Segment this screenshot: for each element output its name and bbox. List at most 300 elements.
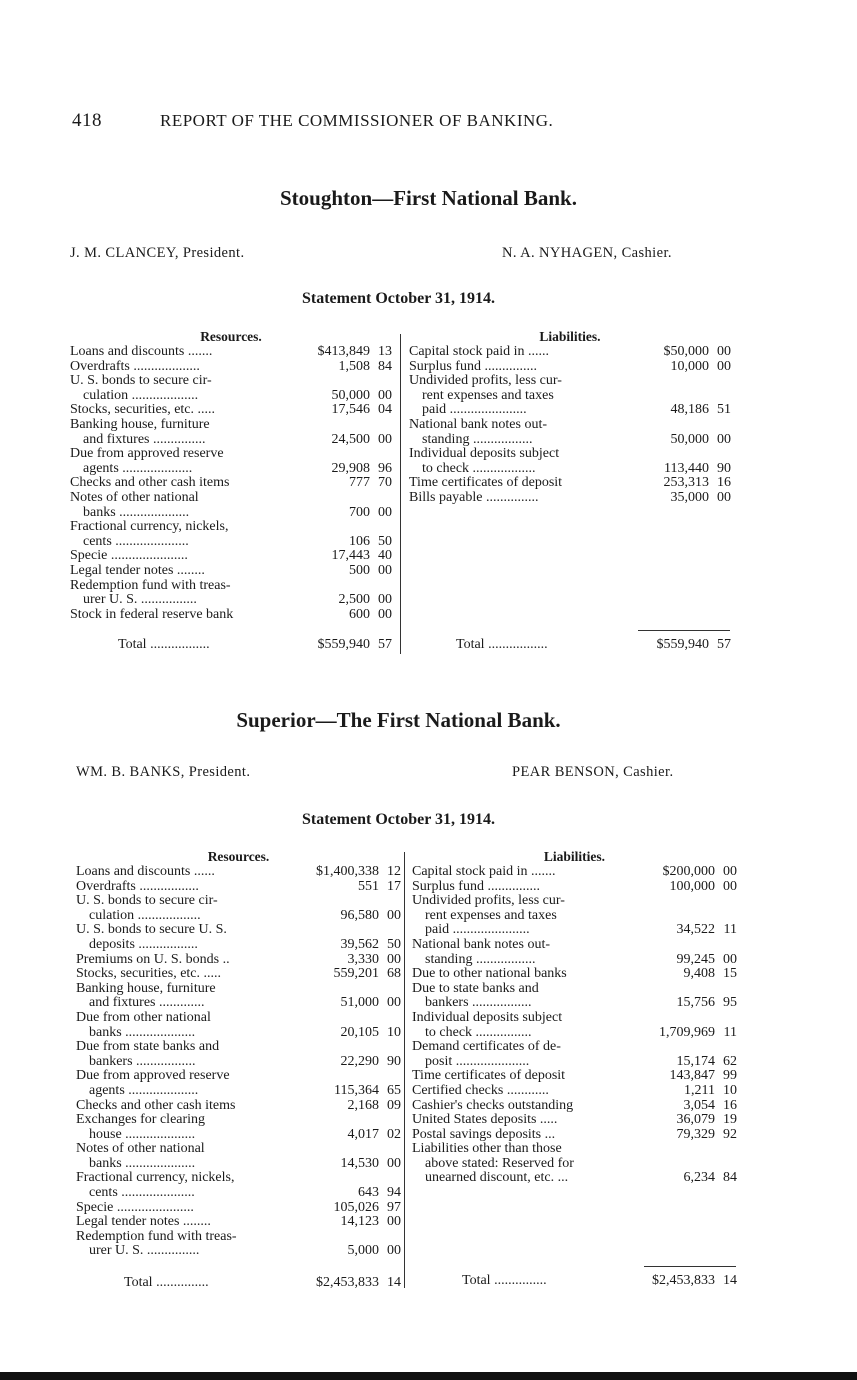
entry-amount: [300, 608, 392, 623]
resources-heading: Resources.: [207, 849, 270, 864]
liability-entry: [412, 967, 737, 982]
amount-dollars: 51,000: [340, 995, 379, 1011]
entry-label-line: U. S. bonds to secure U. S.: [76, 923, 227, 938]
liability-entry: [412, 1128, 737, 1143]
amount-cents: 00: [378, 387, 392, 403]
total-rule: [638, 630, 730, 631]
amount-dollars: 3,330: [347, 951, 379, 967]
liabilities-list: [409, 345, 731, 506]
amount-dollars: $413,849: [317, 344, 370, 359]
entry-label-line: Loans and discounts ......: [76, 865, 215, 879]
entry-amount: [639, 403, 731, 418]
resource-entry: [76, 1171, 401, 1200]
resources-column: [76, 848, 401, 1259]
entry-label-line: Legal tender notes ........: [76, 1215, 211, 1230]
amount-dollars: 559,201: [333, 966, 379, 982]
amount-cents: 17: [387, 878, 401, 894]
amount-cents: 09: [387, 1097, 401, 1113]
entry-amount: [300, 389, 392, 404]
entry-label-line: agents ....................: [83, 461, 193, 476]
resource-entry: [76, 1113, 401, 1142]
amount-dollars: 14,123: [340, 1214, 379, 1230]
entry-amount: [309, 1201, 401, 1216]
resource-entry: [76, 894, 401, 923]
entry-label-line: Fractional currency, nickels,: [70, 520, 229, 535]
amount-cents: 95: [723, 995, 737, 1011]
resource-entry: [76, 1230, 401, 1259]
resources-list: [76, 865, 401, 1259]
entry-amount: [300, 476, 392, 491]
entry-label-line: Banking house, furniture: [76, 981, 216, 996]
resource-entry: [76, 967, 401, 982]
entry-label-line: Due from approved reserve: [76, 1069, 230, 1084]
amount-dollars: 4,017: [347, 1126, 379, 1142]
amount-cents: 00: [387, 995, 401, 1011]
entry-label-line: Surplus fund ...............: [409, 359, 537, 374]
amount-cents: 00: [723, 878, 737, 894]
entry-label-line: unearned discount, etc. ...: [425, 1171, 569, 1186]
entry-label-line: National bank notes out-: [409, 417, 548, 432]
amount-cents: 19: [723, 1112, 737, 1128]
liability-entry: [412, 1142, 737, 1186]
statement-date: Statement October 31, 1914.: [302, 811, 495, 828]
amount-dollars: 17,546: [331, 402, 370, 418]
liability-entry: [412, 982, 737, 1011]
entry-label-line: Time certificates of deposit: [412, 1069, 566, 1084]
entry-label-line: Legal tender notes ........: [70, 563, 205, 578]
entry-label-line: deposits .................: [89, 937, 198, 952]
entry-label-line: bankers .................: [89, 1054, 196, 1069]
entry-label-line: National bank notes out-: [412, 937, 551, 952]
amount-cents: 00: [387, 1243, 401, 1259]
amount-dollars: 22,290: [340, 1053, 379, 1069]
amount-dollars: $1,400,338: [316, 864, 379, 879]
entry-label-line: Checks and other cash items: [70, 476, 230, 491]
entry-label-line: cents .....................: [89, 1186, 195, 1201]
amount-cents: 00: [717, 344, 731, 359]
amount-dollars: 105,026: [333, 1199, 379, 1215]
amount-cents: 04: [378, 402, 392, 418]
amount-dollars: 35,000: [670, 489, 709, 505]
entry-amount: [639, 476, 731, 491]
resource-entry: [70, 491, 392, 520]
amount-dollars: 551: [358, 878, 379, 894]
entry-amount: [300, 433, 392, 448]
amount-dollars: 15,174: [676, 1053, 715, 1069]
total-label: Total .................: [118, 637, 210, 652]
running-header: [72, 110, 672, 132]
amount-dollars: 96,580: [340, 907, 379, 923]
resource-entry: [76, 865, 401, 880]
entry-label-line: banks ....................: [83, 505, 190, 520]
entry-label-line: standing .................: [425, 952, 536, 967]
amount-dollars: 143,847: [669, 1068, 715, 1084]
bank-title: Superior—The First National Bank.: [236, 708, 561, 732]
entry-label-line: Fractional currency, nickels,: [76, 1171, 235, 1186]
amount-dollars: 14,530: [340, 1155, 379, 1171]
amount-cents: 00: [387, 1214, 401, 1230]
entry-label-line: Surplus fund ...............: [412, 879, 540, 894]
amount-cents: 00: [717, 431, 731, 447]
entry-amount: [639, 491, 731, 506]
entry-label-line: Time certificates of deposit: [409, 476, 563, 491]
amount-dollars: 643: [358, 1185, 379, 1201]
entry-label-line: Certified checks ............: [412, 1083, 549, 1098]
liability-entry: [412, 1011, 737, 1040]
entry-amount: [645, 1099, 737, 1114]
liability-entry: [409, 374, 731, 418]
entry-label-line: posit .....................: [425, 1054, 530, 1069]
entry-label-line: Liabilities other than those: [412, 1142, 562, 1157]
amount-cents: 94: [387, 1185, 401, 1201]
amount-cents: 00: [378, 562, 392, 578]
entry-amount: [645, 1171, 737, 1186]
entry-amount: [645, 996, 737, 1011]
liability-entry: [412, 938, 737, 967]
amount-dollars: 99,245: [676, 951, 715, 967]
entry-label-line: Banking house, furniture: [70, 417, 210, 432]
entry-amount: [309, 1215, 401, 1230]
entry-amount: [300, 549, 392, 564]
liability-entry: [409, 345, 731, 360]
entry-amount: [309, 865, 401, 880]
entry-label-line: Overdrafts ...................: [70, 359, 200, 374]
amount-dollars: 39,562: [340, 936, 379, 952]
entry-label-line: Notes of other national: [70, 490, 199, 505]
entry-label-line: agents ....................: [89, 1083, 199, 1098]
amount-dollars: 48,186: [670, 402, 709, 418]
liability-entry: [412, 1069, 737, 1084]
amount-cents: 96: [378, 460, 392, 476]
bank-title: Stoughton—First National Bank.: [280, 186, 577, 210]
resource-entry: [70, 549, 392, 564]
resource-entry: [76, 1011, 401, 1040]
entry-label-line: above stated: Reserved for: [425, 1156, 574, 1171]
amount-cents: 50: [387, 936, 401, 952]
resource-entry: [76, 1201, 401, 1216]
liability-entry: [409, 476, 731, 491]
amount-cents: 00: [387, 951, 401, 967]
entry-amount: [645, 953, 737, 968]
cashier-name: N. A. NYHAGEN, Cashier.: [502, 245, 672, 261]
amount-cents: 00: [717, 489, 731, 505]
entry-label-line: Redemption fund with treas-: [76, 1229, 237, 1244]
amount-dollars: 50,000: [670, 431, 709, 447]
resource-entry: [76, 880, 401, 895]
amount-cents: 51: [717, 402, 731, 418]
entry-amount: [309, 1026, 401, 1041]
entry-label-line: urer U. S. ................: [83, 593, 197, 608]
resource-entry: [70, 564, 392, 579]
resource-entry: [70, 345, 392, 360]
amount-dollars: 2,500: [338, 592, 370, 608]
amount-cents: 92: [723, 1126, 737, 1142]
total-label: Total ...............: [124, 1275, 209, 1290]
entry-label-line: Due to other national banks: [412, 967, 567, 982]
resource-entry: [76, 1215, 401, 1230]
amount-dollars: 17,443: [331, 548, 370, 564]
total-dollars: $2,453,833: [652, 1273, 715, 1289]
entry-amount: [639, 433, 731, 448]
entry-amount: [309, 1099, 401, 1114]
entry-amount: [309, 967, 401, 982]
amount-cents: 40: [378, 548, 392, 564]
entry-label-line: and fixtures ...............: [83, 432, 206, 447]
amount-dollars: 24,500: [331, 431, 370, 447]
liability-entry: [412, 1084, 737, 1099]
entry-amount: [309, 938, 401, 953]
entry-amount: [309, 1186, 401, 1201]
entry-label-line: Individual deposits subject: [409, 447, 560, 462]
statement-columns: [76, 848, 740, 1293]
resources-total: [118, 637, 392, 653]
entry-amount: [300, 345, 392, 360]
resource-entry: [70, 579, 392, 608]
total-rule: [644, 1266, 736, 1267]
entry-label-line: and fixtures .............: [89, 996, 205, 1011]
entry-amount: [300, 535, 392, 550]
entry-label-line: Checks and other cash items: [76, 1098, 236, 1113]
liabilities-heading: Liabilities.: [539, 329, 601, 344]
liability-entry: [409, 418, 731, 447]
entry-label-line: urer U. S. ...............: [89, 1244, 200, 1259]
statement-columns: [70, 328, 734, 658]
resource-entry: [76, 953, 401, 968]
liability-entry: [412, 880, 737, 895]
entry-amount: [300, 360, 392, 375]
liabilities-total: [456, 637, 731, 653]
entry-amount: [639, 345, 731, 360]
entry-amount: [309, 996, 401, 1011]
amount-cents: 10: [387, 1024, 401, 1040]
entry-label-line: Bills payable ...............: [409, 490, 539, 505]
entry-amount: [309, 953, 401, 968]
scan-edge-bar: [0, 1372, 857, 1380]
president-name: J. M. CLANCEY, President.: [70, 245, 245, 261]
entry-label-line: standing .................: [422, 432, 533, 447]
resource-entry: [70, 476, 392, 491]
amount-dollars: 5,000: [347, 1243, 379, 1259]
entry-label-line: Due from other national: [76, 1010, 211, 1025]
entry-label-line: banks ....................: [89, 1025, 196, 1040]
amount-dollars: 253,313: [663, 475, 709, 491]
entry-label-line: Undivided profits, less cur-: [409, 374, 562, 389]
liability-entry: [412, 894, 737, 938]
entry-label-line: house ....................: [89, 1127, 196, 1142]
resource-entry: [76, 1069, 401, 1098]
entry-amount: [645, 1026, 737, 1041]
total-dollars: $559,940: [317, 637, 370, 653]
total-cents: 14: [723, 1273, 737, 1289]
entry-amount: [300, 462, 392, 477]
resource-entry: [70, 520, 392, 549]
amount-cents: 97: [387, 1199, 401, 1215]
entry-amount: [300, 593, 392, 608]
resources-list: [70, 345, 392, 622]
entry-label-line: Due to state banks and: [412, 981, 539, 996]
entry-label-line: paid ......................: [425, 923, 530, 938]
entry-label-line: Specie ......................: [70, 549, 188, 564]
entry-amount: [300, 564, 392, 579]
amount-dollars: 3,054: [683, 1097, 715, 1113]
total-dollars: $559,940: [656, 637, 709, 653]
amount-dollars: 1,709,969: [659, 1024, 715, 1040]
amount-cents: 10: [723, 1082, 737, 1098]
resource-entry: [76, 1142, 401, 1171]
amount-dollars: 2,168: [347, 1097, 379, 1113]
entry-label-line: Premiums on U. S. bonds ..: [76, 952, 230, 967]
entry-label-line: U. S. bonds to secure cir-: [70, 374, 212, 389]
amount-cents: 00: [723, 864, 737, 879]
amount-dollars: 79,329: [676, 1126, 715, 1142]
entry-label-line: Due from state banks and: [76, 1040, 220, 1055]
entry-label-line: culation ..................: [89, 908, 201, 923]
entry-amount: [645, 1069, 737, 1084]
entry-label-line: to check ................: [425, 1025, 532, 1040]
amount-cents: 90: [717, 460, 731, 476]
resource-entry: [70, 608, 392, 623]
entry-amount: [645, 1128, 737, 1143]
entry-amount: [300, 403, 392, 418]
amount-cents: 15: [723, 966, 737, 982]
entry-label-line: U. S. bonds to secure cir-: [76, 894, 218, 909]
amount-cents: 70: [378, 475, 392, 491]
amount-cents: 12: [387, 864, 401, 879]
entry-label-line: banks ....................: [89, 1156, 196, 1171]
entry-label-line: rent expenses and taxes: [425, 908, 557, 923]
resource-entry: [76, 982, 401, 1011]
column-divider: [400, 334, 401, 654]
entry-label-line: culation ...................: [83, 388, 199, 403]
amount-cents: 84: [378, 358, 392, 374]
amount-dollars: 777: [349, 475, 370, 491]
amount-dollars: 100,000: [669, 878, 715, 894]
amount-dollars: 36,079: [676, 1112, 715, 1128]
liabilities-heading: Liabilities.: [543, 849, 606, 864]
amount-cents: 84: [723, 1170, 737, 1186]
entry-label-line: United States deposits .....: [412, 1113, 558, 1128]
amount-dollars: 1,508: [338, 358, 370, 374]
statement-date: Statement October 31, 1914.: [302, 290, 495, 307]
amount-dollars: 29,908: [331, 460, 370, 476]
entry-amount: [309, 1244, 401, 1259]
amount-dollars: 106: [349, 533, 370, 549]
amount-dollars: 1,211: [684, 1082, 715, 1098]
resource-entry: [70, 403, 392, 418]
resources-column: [70, 328, 392, 622]
entry-label-line: Due from approved reserve: [70, 447, 224, 462]
page-number: 418: [72, 110, 102, 131]
total-cents: 57: [378, 637, 392, 653]
amount-dollars: 700: [349, 504, 370, 520]
entry-label-line: Demand certificates of de-: [412, 1040, 561, 1055]
total-label: Total ...............: [462, 1273, 547, 1288]
entry-amount: [639, 462, 731, 477]
amount-dollars: 113,440: [664, 460, 709, 476]
entry-label-line: rent expenses and taxes: [422, 388, 554, 403]
entry-label-line: Specie ......................: [76, 1200, 194, 1215]
entry-label-line: Capital stock paid in ......: [409, 345, 549, 359]
liabilities-column: [412, 848, 737, 1186]
resource-entry: [76, 1099, 401, 1114]
amount-dollars: 6,234: [683, 1170, 715, 1186]
liability-entry: [412, 1040, 737, 1069]
amount-cents: 16: [717, 475, 731, 491]
entry-amount: [645, 1084, 737, 1099]
liability-entry: [412, 1113, 737, 1128]
resources-heading: Resources.: [200, 329, 262, 344]
amount-cents: 00: [378, 592, 392, 608]
amount-cents: 00: [387, 907, 401, 923]
entry-label-line: Stock in federal reserve bank: [70, 607, 234, 622]
amount-cents: 16: [723, 1097, 737, 1113]
amount-dollars: 15,756: [676, 995, 715, 1011]
running-title: REPORT OF THE COMMISSIONER OF BANKING.: [160, 111, 554, 130]
entry-label-line: paid ......................: [422, 403, 527, 418]
amount-cents: 00: [378, 504, 392, 520]
amount-cents: 00: [378, 431, 392, 447]
amount-dollars: $50,000: [663, 344, 709, 359]
entry-amount: [645, 1055, 737, 1070]
entry-label-line: Postal savings deposits ...: [412, 1127, 556, 1142]
entry-amount: [645, 880, 737, 895]
entry-amount: [645, 967, 737, 982]
amount-cents: 99: [723, 1068, 737, 1084]
entry-label-line: Cashier's checks outstanding: [412, 1098, 574, 1113]
entry-label-line: Individual deposits subject: [412, 1010, 563, 1025]
liabilities-column: [409, 328, 731, 506]
entry-amount: [645, 923, 737, 938]
liability-entry: [409, 447, 731, 476]
amount-cents: 00: [717, 358, 731, 374]
entry-label-line: bankers .................: [425, 996, 532, 1011]
liabilities-total: [462, 1273, 737, 1289]
amount-dollars: 20,105: [340, 1024, 379, 1040]
amount-dollars: 500: [349, 562, 370, 578]
entry-label-line: cents .....................: [83, 534, 189, 549]
column-divider: [404, 852, 405, 1288]
cashier-name: PEAR BENSON, Cashier.: [512, 764, 674, 780]
resources-total: [124, 1275, 401, 1291]
entry-label-line: Capital stock paid in .......: [412, 865, 556, 879]
entry-amount: [639, 360, 731, 375]
amount-cents: 02: [387, 1126, 401, 1142]
liabilities-list: [412, 865, 737, 1186]
total-dollars: $2,453,833: [316, 1275, 379, 1291]
amount-cents: 00: [387, 1155, 401, 1171]
liability-entry: [409, 360, 731, 375]
entry-amount: [300, 506, 392, 521]
entry-label-line: Stocks, securities, etc. .....: [76, 967, 222, 982]
total-cents: 57: [717, 637, 731, 653]
amount-cents: 00: [378, 606, 392, 622]
amount-cents: 11: [723, 922, 737, 938]
resource-entry: [76, 1040, 401, 1069]
amount-cents: 11: [723, 1024, 737, 1040]
entry-label-line: Undivided profits, less cur-: [412, 894, 565, 909]
entry-label-line: Redemption fund with treas-: [70, 578, 231, 593]
liability-entry: [412, 865, 737, 880]
entry-amount: [645, 865, 737, 880]
total-label: Total .................: [456, 637, 548, 652]
amount-dollars: 34,522: [676, 922, 715, 938]
amount-dollars: 10,000: [670, 358, 709, 374]
amount-cents: 65: [387, 1082, 401, 1098]
amount-cents: 13: [378, 344, 392, 359]
resource-entry: [70, 418, 392, 447]
liability-entry: [409, 491, 731, 506]
amount-cents: 62: [723, 1053, 737, 1069]
